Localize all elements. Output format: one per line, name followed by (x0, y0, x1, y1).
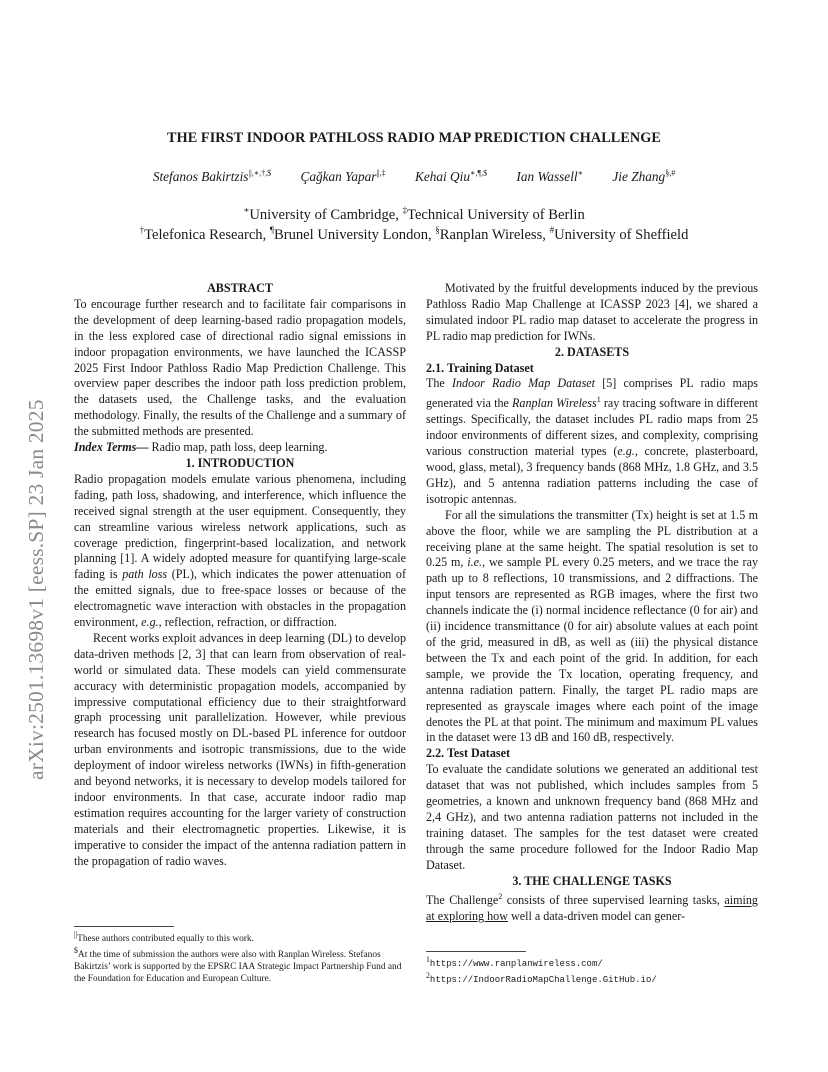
author: Çağkan Yapar||,‡ (300, 169, 386, 185)
right-column (426, 281, 758, 925)
footnote-url[interactable]: https://www.ranplanwireless.com/ (429, 959, 603, 970)
footnotes-left (74, 926, 406, 985)
footnote: $^2$https://IndoorRadioMapChallenge.GitHub.io/ (426, 971, 657, 986)
abstract-text: To encourage further research and to facilitate fair comparisons in the development of deep learning-based radio propagation models, in the less explored case of directional radio signal emissions in indoor propagation environments, we have launched the ICASSP 2025 First Indoor Pathloss Radio Map Prediction Challenge. This overview paper describes the indoor path loss prediction problem, the datasets used, the Challenge tasks, and the evaluation methodology. Finally, the results of the Challenge and a summary of the submitted methods are presented. (74, 296, 406, 439)
paragraph: To evaluate the candidate solutions we generated an additional test dataset that was not published, which includes samples from 5 geometries, a known and unknown frequency band (868 MHz and 2,4 GHz), and two antenna radiation patterns not included in the training dataset. The samples for the test dataset were created through the same procedure followed for the Indoor Radio Map Dataset. (426, 762, 758, 872)
paragraph: The Challenge$^2$ consists of three supervised learning tasks, aiming at exploring how well a data-driven model can gener- (426, 892, 758, 924)
author: Ian Wassell∗ (516, 169, 584, 185)
section-heading-introduction: 1. INTRODUCTION (185, 455, 295, 470)
subsection-heading-training: 2.1. Training Dataset (426, 360, 534, 375)
paragraph: The Indoor Radio Map Dataset [5] comprises PL radio maps generated via the Ranplan Wireless$^1$ ray tracing software in different settings. Specifically, the dataset includes PL radio maps from 25 indoor environments of different sizes, and complexity, comprising various construction material types (e.g., concrete, plasterboard, wood, glass, metal), 3 frequency bands (868 MHz, 1.8 GHz, and 3.5 GHz), and 5 antenna radiation patterns including the case of isotropic antennas. (426, 376, 759, 506)
paragraph: For all the simulations the transmitter (Tx) height is set at 1.5 m above the floor, while we are sampling the PL distribution at a receiving plane at the same height. The spatial resolution is set to 0.25 m, i.e., we sample PL every 0.25 meters, and we trace the ray path up to 8 reflections, 10 transmissions, and 2 diffractions. The input tensors are represented as RGB images, where the first two channels indicate the (i) normal incidence reflectance (0 for air) and (ii) incidence transmittance (0 for air) absolute values at each point of the grid, measured in dB, as well as (iii) the physical distance between the Tx and each point of the grid. In addition, for each sample, we provide the Tx location, operating frequency, and antenna radiation pattern. Finally, the target PL radio maps are represented as grayscale images where each point of the image denotes the PL at that point. The minimum and maximum PL values in the dataset were 13 dB and 160 dB, respectively. (426, 507, 758, 745)
affiliations-line-2: †Telefonica Research, ¶Brunel University London, §Ranplan Wireless, #University of Sheffield (139, 225, 689, 243)
footnote: ||These authors contributed equally to this work. (74, 930, 254, 945)
footnotes-right (426, 951, 758, 986)
footnote: $^1$https://www.ranplanwireless.com/ (426, 955, 603, 970)
arxiv-stamp: arXiv:2501.13698v1 [eess.SP] 23 Jan 2025 (24, 399, 48, 780)
footnote-rule (74, 926, 174, 927)
subsection-heading-test: 2.2. Test Dataset (426, 746, 510, 761)
affiliations-line-1: ∗University of Cambridge, ‡Technical University of Berlin (243, 205, 585, 223)
footnote-rule (426, 951, 526, 952)
section-heading-datasets: 2. DATASETS (554, 344, 630, 359)
paragraph: Motivated by the fruitful developments induced by the previous Pathloss Radio Map Challenge at ICASSP 2023 [4], we shared a simulated indoor PL radio map dataset to accelerate the progress in PL radio map prediction for IWNs. (426, 281, 758, 343)
index-terms: Index Terms— Radio map, path loss, deep learning. (74, 440, 328, 455)
left-column (74, 281, 406, 870)
author: Stefanos Bakirtzis||,∗,†,$ (152, 169, 272, 185)
author: Kehai Qiu∗,¶,$ (414, 169, 488, 185)
footnote: $At the time of submission the authors were also with Ranplan Wireless. Stefanos Bakirtzis’ work is supported by the EPSRC IAA Strategic Impact Partnership Fund and the Foundation for Education and European Culture. (74, 946, 402, 985)
author-list (0, 169, 828, 185)
section-heading-challenge-tasks: 3. THE CHALLENGE TASKS (512, 873, 672, 888)
author: Jie Zhang§,# (612, 169, 676, 185)
abstract-heading: ABSTRACT (207, 281, 273, 295)
paper-title: THE FIRST INDOOR PATHLOSS RADIO MAP PREDICTION CHALLENGE (167, 130, 661, 146)
footnote-url[interactable]: https://IndoorRadioMapChallenge.GitHub.io/ (429, 975, 657, 986)
paragraph: Radio propagation models emulate various phenomena, including fading, path loss, shadowing, and interference, which influence the received signal strength at the user equipment. Consequently, they can streamline various wireless network applications, such as coverage prediction, fingerprint-based localization, and network planning [1]. A widely adopted measure for quantifying large-scale fading is path loss (PL), which indicates the power attenuation of the emitted signals, due to free-space losses or because of the electromagnetic wave interaction with obstacles in the propagation environment, e.g., reflection, refraction, or diffraction. (74, 471, 406, 630)
paragraph: Recent works exploit advances in deep learning (DL) to develop data-driven methods [2, 3] that can learn from observation of real-world or simulated data. These models can yield commensurate accuracy with deterministic propagation models, accompanied by impressive computational efficiency due to their straightforward graph processing unit parallelization. However, while previous research has focused mostly on DL-based PL inference for outdoor urban environments and isotropic transmissions, due to the wide deployment of indoor wireless networks (IWNs) in fifth-generation and beyond networks, it is necessary to develop models tailored for indoor environments. In that case, accurate indoor radio map estimation requires accounting for the larger variety of construction materials and their electromagnetic properties. Likewise, it is imperative to consider the impact of the antenna radiation pattern in the propagation of radio waves. (74, 630, 406, 868)
